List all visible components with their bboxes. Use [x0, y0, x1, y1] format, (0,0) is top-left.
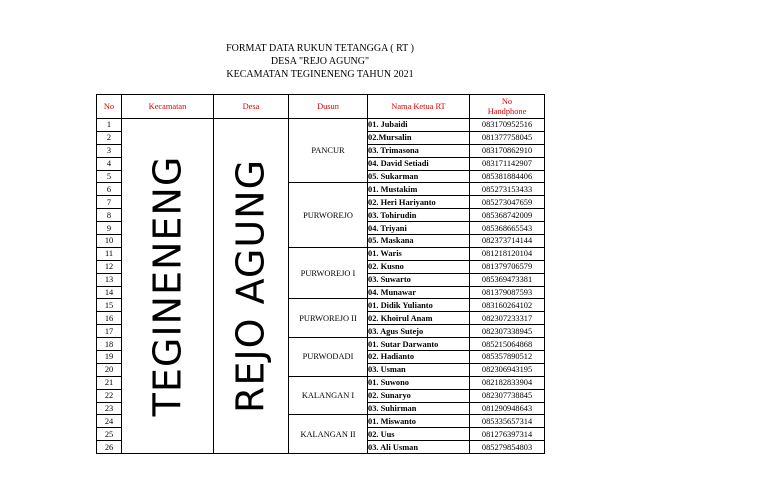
handphone-number: 085215064868 [470, 338, 545, 351]
header-dusun: Dusun [289, 95, 368, 119]
dusun-cell: KALANGAN II [289, 415, 368, 454]
ketua-rt-name: 01. Waris [368, 247, 470, 260]
row-number: 4 [97, 157, 122, 170]
handphone-number: 085273153433 [470, 183, 545, 196]
kecamatan-cell [122, 119, 214, 454]
header-handphone-line1: No [501, 96, 513, 106]
handphone-number: 082307233317 [470, 312, 545, 325]
handphone-number: 082307738845 [470, 389, 545, 402]
ketua-rt-name: 01. Didik Yulianto [368, 299, 470, 312]
ketua-rt-name: 01. Jubaidi [368, 119, 470, 132]
handphone-number: 085368742009 [470, 209, 545, 222]
ketua-rt-name: 03. Trimasona [368, 144, 470, 157]
ketua-rt-name: 01. Miswanto [368, 415, 470, 428]
row-number: 20 [97, 363, 122, 376]
row-number: 18 [97, 338, 122, 351]
dusun-cell: PURWOREJO I [289, 247, 368, 299]
row-number: 13 [97, 273, 122, 286]
ketua-rt-name: 03. Suwarto [368, 273, 470, 286]
document-title [96, 42, 544, 81]
dusun-cell: PURWOREJO II [289, 299, 368, 338]
ketua-rt-name: 04. Munawar [368, 286, 470, 299]
header-ketua: Nama Ketua RT [368, 95, 470, 119]
ketua-rt-name: 02. Heri Hariyanto [368, 196, 470, 209]
header-desa: Desa [214, 95, 289, 119]
ketua-rt-name: 01. Mustakim [368, 183, 470, 196]
row-number: 12 [97, 260, 122, 273]
handphone-number: 081290948643 [470, 402, 545, 415]
ketua-rt-name: 02.Mursalin [368, 131, 470, 144]
row-number: 19 [97, 351, 122, 364]
ketua-rt-name: 03. Suhirman [368, 402, 470, 415]
title-line-1: FORMAT DATA RUKUN TETANGGA ( RT ) [226, 43, 414, 54]
row-number: 7 [97, 196, 122, 209]
handphone-number: 085273047659 [470, 196, 545, 209]
table-body [97, 119, 545, 454]
row-number: 6 [97, 183, 122, 196]
row-number: 3 [97, 144, 122, 157]
ketua-rt-name: 04. David Setiadi [368, 157, 470, 170]
handphone-number: 081379706579 [470, 260, 545, 273]
rt-data-table [96, 94, 545, 454]
ketua-rt-name: 03. Tohirudin [368, 209, 470, 222]
dusun-cell: PANCUR [289, 119, 368, 183]
ketua-rt-name: 02. Kusno [368, 260, 470, 273]
handphone-number: 085279854803 [470, 441, 545, 454]
handphone-number: 083170862910 [470, 144, 545, 157]
handphone-number: 085357890512 [470, 351, 545, 364]
dusun-cell: KALANGAN I [289, 376, 368, 415]
handphone-number: 083170952516 [470, 119, 545, 132]
handphone-number: 083160264102 [470, 299, 545, 312]
row-number: 14 [97, 286, 122, 299]
row-number: 21 [97, 376, 122, 389]
ketua-rt-name: 03. Ali Usman [368, 441, 470, 454]
row-number: 5 [97, 170, 122, 183]
handphone-number: 085369473381 [470, 273, 545, 286]
header-no: No [97, 95, 122, 119]
row-number: 8 [97, 209, 122, 222]
table-row [97, 119, 545, 132]
row-number: 11 [97, 247, 122, 260]
row-number: 10 [97, 235, 122, 248]
ketua-rt-name: 01. Suwono [368, 376, 470, 389]
desa-vertical-text: REJO AGUNG [228, 159, 273, 414]
ketua-rt-name: 03. Usman [368, 363, 470, 376]
row-number: 1 [97, 119, 122, 132]
handphone-number: 085335657314 [470, 415, 545, 428]
ketua-rt-name: 01. Sutar Darwanto [368, 338, 470, 351]
ketua-rt-name: 02. Khoirul Anam [368, 312, 470, 325]
handphone-number: 081379087593 [470, 286, 545, 299]
row-number: 15 [97, 299, 122, 312]
row-number: 2 [97, 131, 122, 144]
handphone-number: 081218120104 [470, 247, 545, 260]
ketua-rt-name: 02. Uus [368, 428, 470, 441]
title-line-3: KECAMATAN TEGINENENG TAHUN 2021 [226, 69, 414, 80]
row-number: 26 [97, 441, 122, 454]
handphone-number: 083171142907 [470, 157, 545, 170]
row-number: 23 [97, 402, 122, 415]
ketua-rt-name: 04. Triyani [368, 222, 470, 235]
handphone-number: 085368665543 [470, 222, 545, 235]
row-number: 16 [97, 312, 122, 325]
handphone-number: 081276397314 [470, 428, 545, 441]
header-handphone [470, 95, 545, 119]
header-handphone-line2: Handphone [487, 106, 527, 116]
ketua-rt-name: 05. Sukarman [368, 170, 470, 183]
ketua-rt-name: 03. Agus Sutejo [368, 325, 470, 338]
row-number: 22 [97, 389, 122, 402]
ketua-rt-name: 02. Hadianto [368, 351, 470, 364]
header-kecamatan: Kecamatan [122, 95, 214, 119]
table-header-row [97, 95, 545, 119]
handphone-number: 082182833904 [470, 376, 545, 389]
title-line-2: DESA "REJO AGUNG" [270, 56, 370, 67]
row-number: 24 [97, 415, 122, 428]
handphone-number: 081377758045 [470, 131, 545, 144]
ketua-rt-name: 02. Sunaryo [368, 389, 470, 402]
handphone-number: 082306943195 [470, 363, 545, 376]
row-number: 17 [97, 325, 122, 338]
row-number: 9 [97, 222, 122, 235]
handphone-number: 082307338945 [470, 325, 545, 338]
ketua-rt-name: 05. Maskana [368, 235, 470, 248]
handphone-number: 082373714144 [470, 235, 545, 248]
handphone-number: 085381884406 [470, 170, 545, 183]
row-number: 25 [97, 428, 122, 441]
desa-cell [214, 119, 289, 454]
dusun-cell: PURWOREJO [289, 183, 368, 247]
kecamatan-vertical-text: TEGINENENG [145, 155, 189, 417]
dusun-cell: PURWODADI [289, 338, 368, 377]
